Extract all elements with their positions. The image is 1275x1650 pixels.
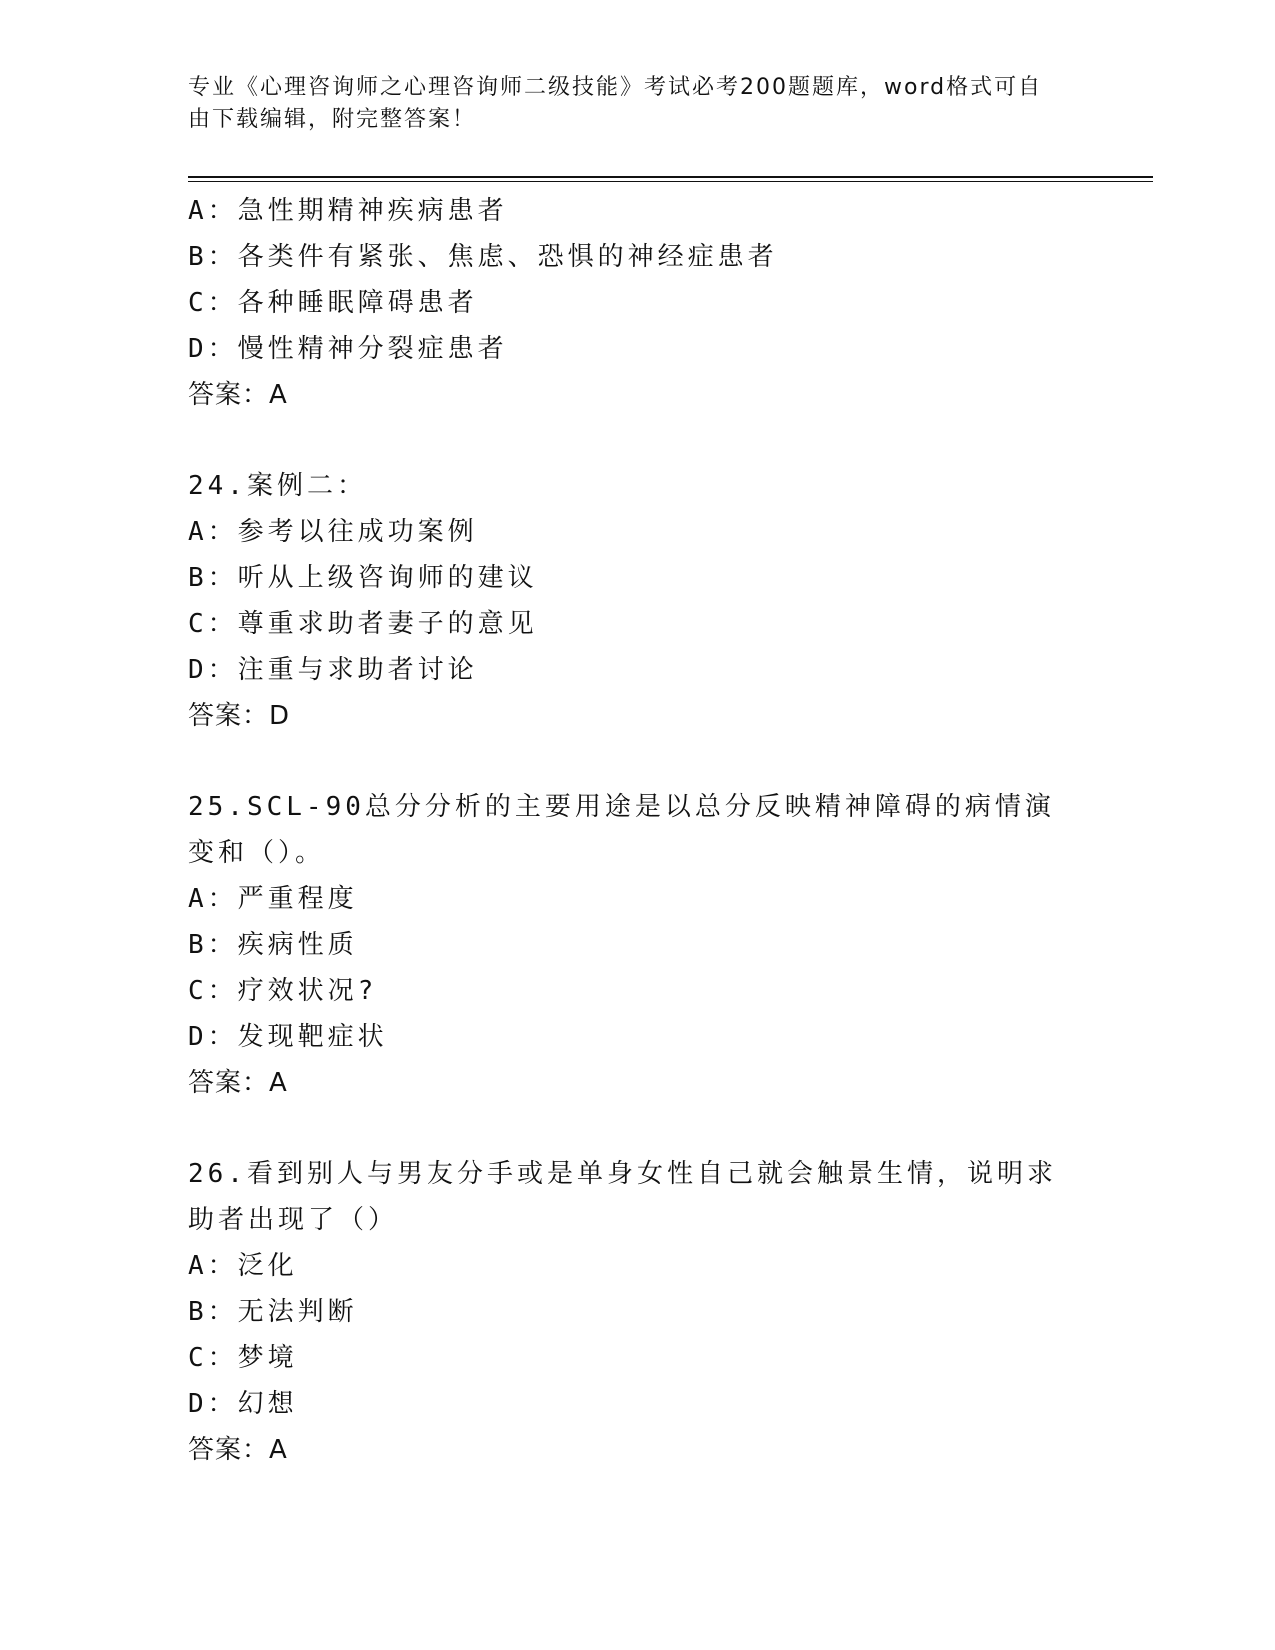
spacer [188,739,1088,784]
answer-line: 答案：A [188,1435,288,1465]
option-d: D：慢性精神分裂症患者 [188,334,508,364]
question-list [188,188,1088,1473]
answer-line: 答案：A [188,1068,288,1098]
option-a: A：严重程度 [188,884,358,914]
question-stem: 24.案例二： [188,471,367,501]
option-d: D：发现靶症状 [188,1022,388,1052]
option-c: C：梦境 [188,1343,298,1373]
question-block [188,188,1088,418]
option-b: B：无法判断 [188,1297,358,1327]
option-b: B：听从上级咨询师的建议 [188,563,538,593]
question-block [188,784,1088,1106]
question-block [188,1151,1088,1473]
question-block [188,463,1088,739]
header-line-2: 由下载编辑，附完整答案！ [188,107,477,132]
question-stem: 25.SCL-90总分分析的主要用途是以总分反映精神障碍的病情演变和（）。 [188,792,1055,868]
option-b: B：各类件有紧张、焦虑、恐惧的神经症患者 [188,242,778,272]
option-c: C：各种睡眠障碍患者 [188,288,478,318]
spacer [188,418,1088,463]
answer-line: 答案：D [188,701,291,731]
option-a: A：急性期精神疾病患者 [188,196,508,226]
option-a: A：参考以往成功案例 [188,517,478,547]
header-line-1: 专业《心理咨询师之心理咨询师二级技能》考试必考200题题库，word格式可自 [188,75,1043,100]
option-d: D：幻想 [188,1389,298,1419]
header-divider-thin [188,181,1153,182]
option-b: B：疾病性质 [188,930,358,960]
spacer [188,1106,1088,1151]
document-header [188,72,1068,136]
answer-line: 答案：A [188,380,288,410]
option-a: A：泛化 [188,1251,298,1281]
option-d: D：注重与求助者讨论 [188,655,478,685]
option-c: C：疗效状况? [188,976,378,1006]
header-divider-thick [188,176,1153,178]
option-c: C：尊重求助者妻子的意见 [188,609,538,639]
question-stem: 26.看到别人与男友分手或是单身女性自己就会触景生情，说明求助者出现了（） [188,1159,1057,1235]
